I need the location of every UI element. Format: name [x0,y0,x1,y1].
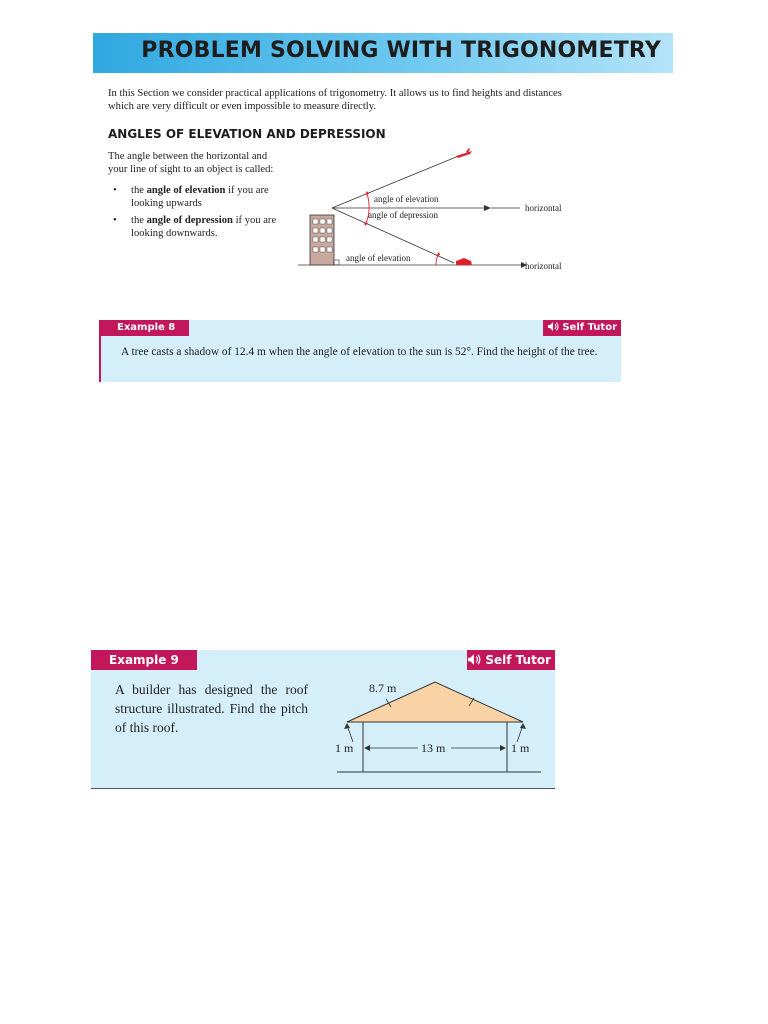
self-tutor-label: Self Tutor [485,653,551,667]
label-overhang-right: 1 m [511,741,530,755]
label-angle-of-depression: angle of depression [368,210,438,220]
label-width: 13 m [421,741,446,755]
label-angle-of-elevation-bottom: angle of elevation [346,253,411,263]
angle-arc-elevation [367,194,369,208]
bullet-dot: • [113,215,117,226]
section-heading: ANGLES OF ELEVATION AND DEPRESSION [108,127,386,141]
horizontal-arrow-top [484,205,491,211]
term-angle-of-depression: angle of depression [146,215,233,226]
label-overhang-left: 1 m [335,741,354,755]
intro-paragraph: In this Section we consider practical applications of trigonometry. It allows us to find heights and distances which are very difficult or even impossible to measure directly. [108,88,562,112]
roof-structure-figure [327,678,551,778]
term-angle-of-elevation: angle of elevation [146,185,226,196]
pointer-arrow-right [520,723,526,729]
plane-icon [456,148,472,158]
label-horizontal-top: horizontal [525,203,562,213]
title-bar [93,33,673,73]
label-horizontal-bottom: horizontal [525,261,562,271]
example-8-text: A tree casts a shadow of 12.4 m when the angle of elevation to the sun is 52°. Find the height of the tree. [121,346,598,358]
example-8-box [99,320,621,382]
label-slope-length: 8.7 m [369,681,397,695]
self-tutor-button[interactable] [543,320,621,336]
pointer-arrow-left [344,723,350,729]
bullet-list [113,184,288,244]
bullet-item-depression: • the angle of depression if you are looking downwards. [113,215,277,239]
label-angle-of-elevation-top: angle of elevation [374,194,439,204]
elevation-depression-figure [296,145,576,275]
right-angle-mark [334,260,339,265]
example-9-box [91,650,555,789]
bullet-dot: • [113,185,117,196]
self-tutor-button[interactable] [467,650,555,670]
page-title: PROBLEM SOLVING WITH TRIGONOMETRY [141,38,661,63]
angle-arc-elevation-bottom [436,255,438,265]
car-icon [456,258,472,265]
section-description: The angle between the horizontal and your line of sight to an object is called: [108,151,274,175]
dimension-arrow-left [364,745,370,751]
example-8-label: Example 8 [101,320,189,336]
building-icon [310,215,334,265]
example-9-text: A builder has designed the roof structure illustrated. Find the pitch of this roof. [115,682,308,735]
speaker-icon [548,322,559,331]
example-9-label: Example 9 [91,650,197,670]
self-tutor-label: Self Tutor [562,322,617,333]
speaker-icon [468,654,481,665]
dimension-arrow-right [500,745,506,751]
bullet-item-elevation: • the angle of elevation if you are looking upwards [113,185,269,209]
